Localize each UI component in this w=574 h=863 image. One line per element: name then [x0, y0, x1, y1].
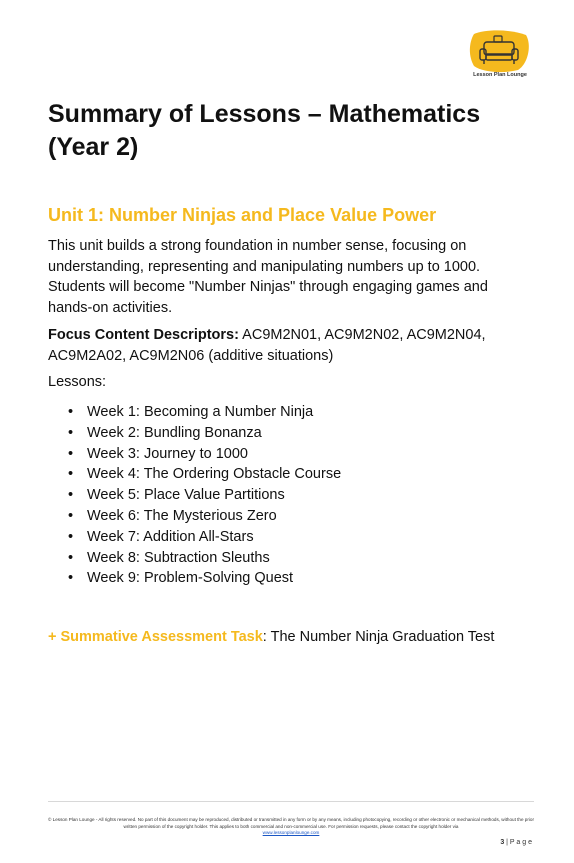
- summative-label: + Summative Assessment Task: [48, 629, 263, 645]
- lesson-text: Week 2: Bundling Bonanza: [87, 424, 262, 441]
- lesson-text: Week 1: Becoming a Number Ninja: [87, 404, 314, 420]
- bullet-icon: •: [68, 549, 74, 566]
- list-item: [48, 464, 341, 485]
- lesson-text: Week 7: Addition All-Stars: [87, 528, 254, 545]
- lessons-list: [48, 402, 341, 589]
- bullet-icon: •: [68, 445, 74, 462]
- focus-codes: AC9M2N01, AC9M2N02, AC9M2N04, AC9M2A02, AC9M2N06 (additive situations): [48, 327, 486, 364]
- unit-heading: Unit 1: Number Ninjas and Place Value Power: [48, 205, 437, 225]
- lesson-text: Week 6: The Mysterious Zero: [87, 507, 277, 524]
- bullet-icon: •: [68, 528, 74, 545]
- bullet-icon: •: [68, 404, 74, 420]
- bullet-icon: •: [68, 507, 74, 524]
- bullet-icon: •: [68, 570, 74, 587]
- lesson-text: Week 8: Subtraction Sleuths: [87, 549, 270, 566]
- summative-text: : The Number Ninja Graduation Test: [262, 629, 495, 645]
- list-item: [48, 568, 341, 589]
- copyright-notice: [48, 817, 534, 837]
- bullet-icon: •: [68, 487, 74, 504]
- brand-name: Lesson Plan Lounge: [473, 72, 527, 78]
- footer-divider: [48, 801, 534, 802]
- list-item: [48, 527, 341, 548]
- lesson-text: Week 5: Place Value Partitions: [87, 487, 285, 504]
- website-link[interactable]: www.lessonplanlounge.com: [262, 830, 320, 835]
- copyright-text: © Lesson Plan Lounge - All rights reserved. No part of this document may be reproduced, distributed or transmitted in any form or by any means, including photocopying, recording or other electronic or mechanical methods, without the prior written permission of the copyright holder. This applies to both commercial and non-commercial use. For permission requests, please contact the copyright holder via: [48, 817, 534, 829]
- list-item: [48, 548, 341, 569]
- list-item: [48, 402, 341, 423]
- bullet-icon: •: [68, 424, 74, 441]
- page-number: [480, 839, 532, 846]
- summative-task: [48, 629, 494, 645]
- focus-label: Focus Content Descriptors:: [48, 327, 239, 343]
- list-item: [48, 485, 341, 506]
- sofa-logo-icon: [468, 30, 532, 74]
- lesson-text: Week 3: Journey to 1000: [87, 445, 248, 462]
- list-item: [48, 506, 341, 527]
- lessons-label: Lessons:: [48, 374, 107, 390]
- lesson-text: Week 9: Problem-Solving Quest: [87, 570, 294, 587]
- list-item: [48, 444, 341, 465]
- bullet-icon: •: [68, 466, 74, 483]
- page-title: Summary of Lessons – Mathematics (Year 2): [48, 100, 481, 161]
- list-item: [48, 423, 341, 444]
- page-label: | P a g e: [506, 839, 532, 846]
- lesson-text: Week 4: The Ordering Obstacle Course: [87, 466, 342, 483]
- focus-descriptors: [48, 325, 518, 366]
- unit-intro: This unit builds a strong foundation in number sense, focusing on understanding, representing and manipulating numbers up to 1000. Students will become "Number Ninjas" through engaging games and hands-on activities.: [48, 238, 488, 316]
- page-number-value: 3: [500, 839, 505, 846]
